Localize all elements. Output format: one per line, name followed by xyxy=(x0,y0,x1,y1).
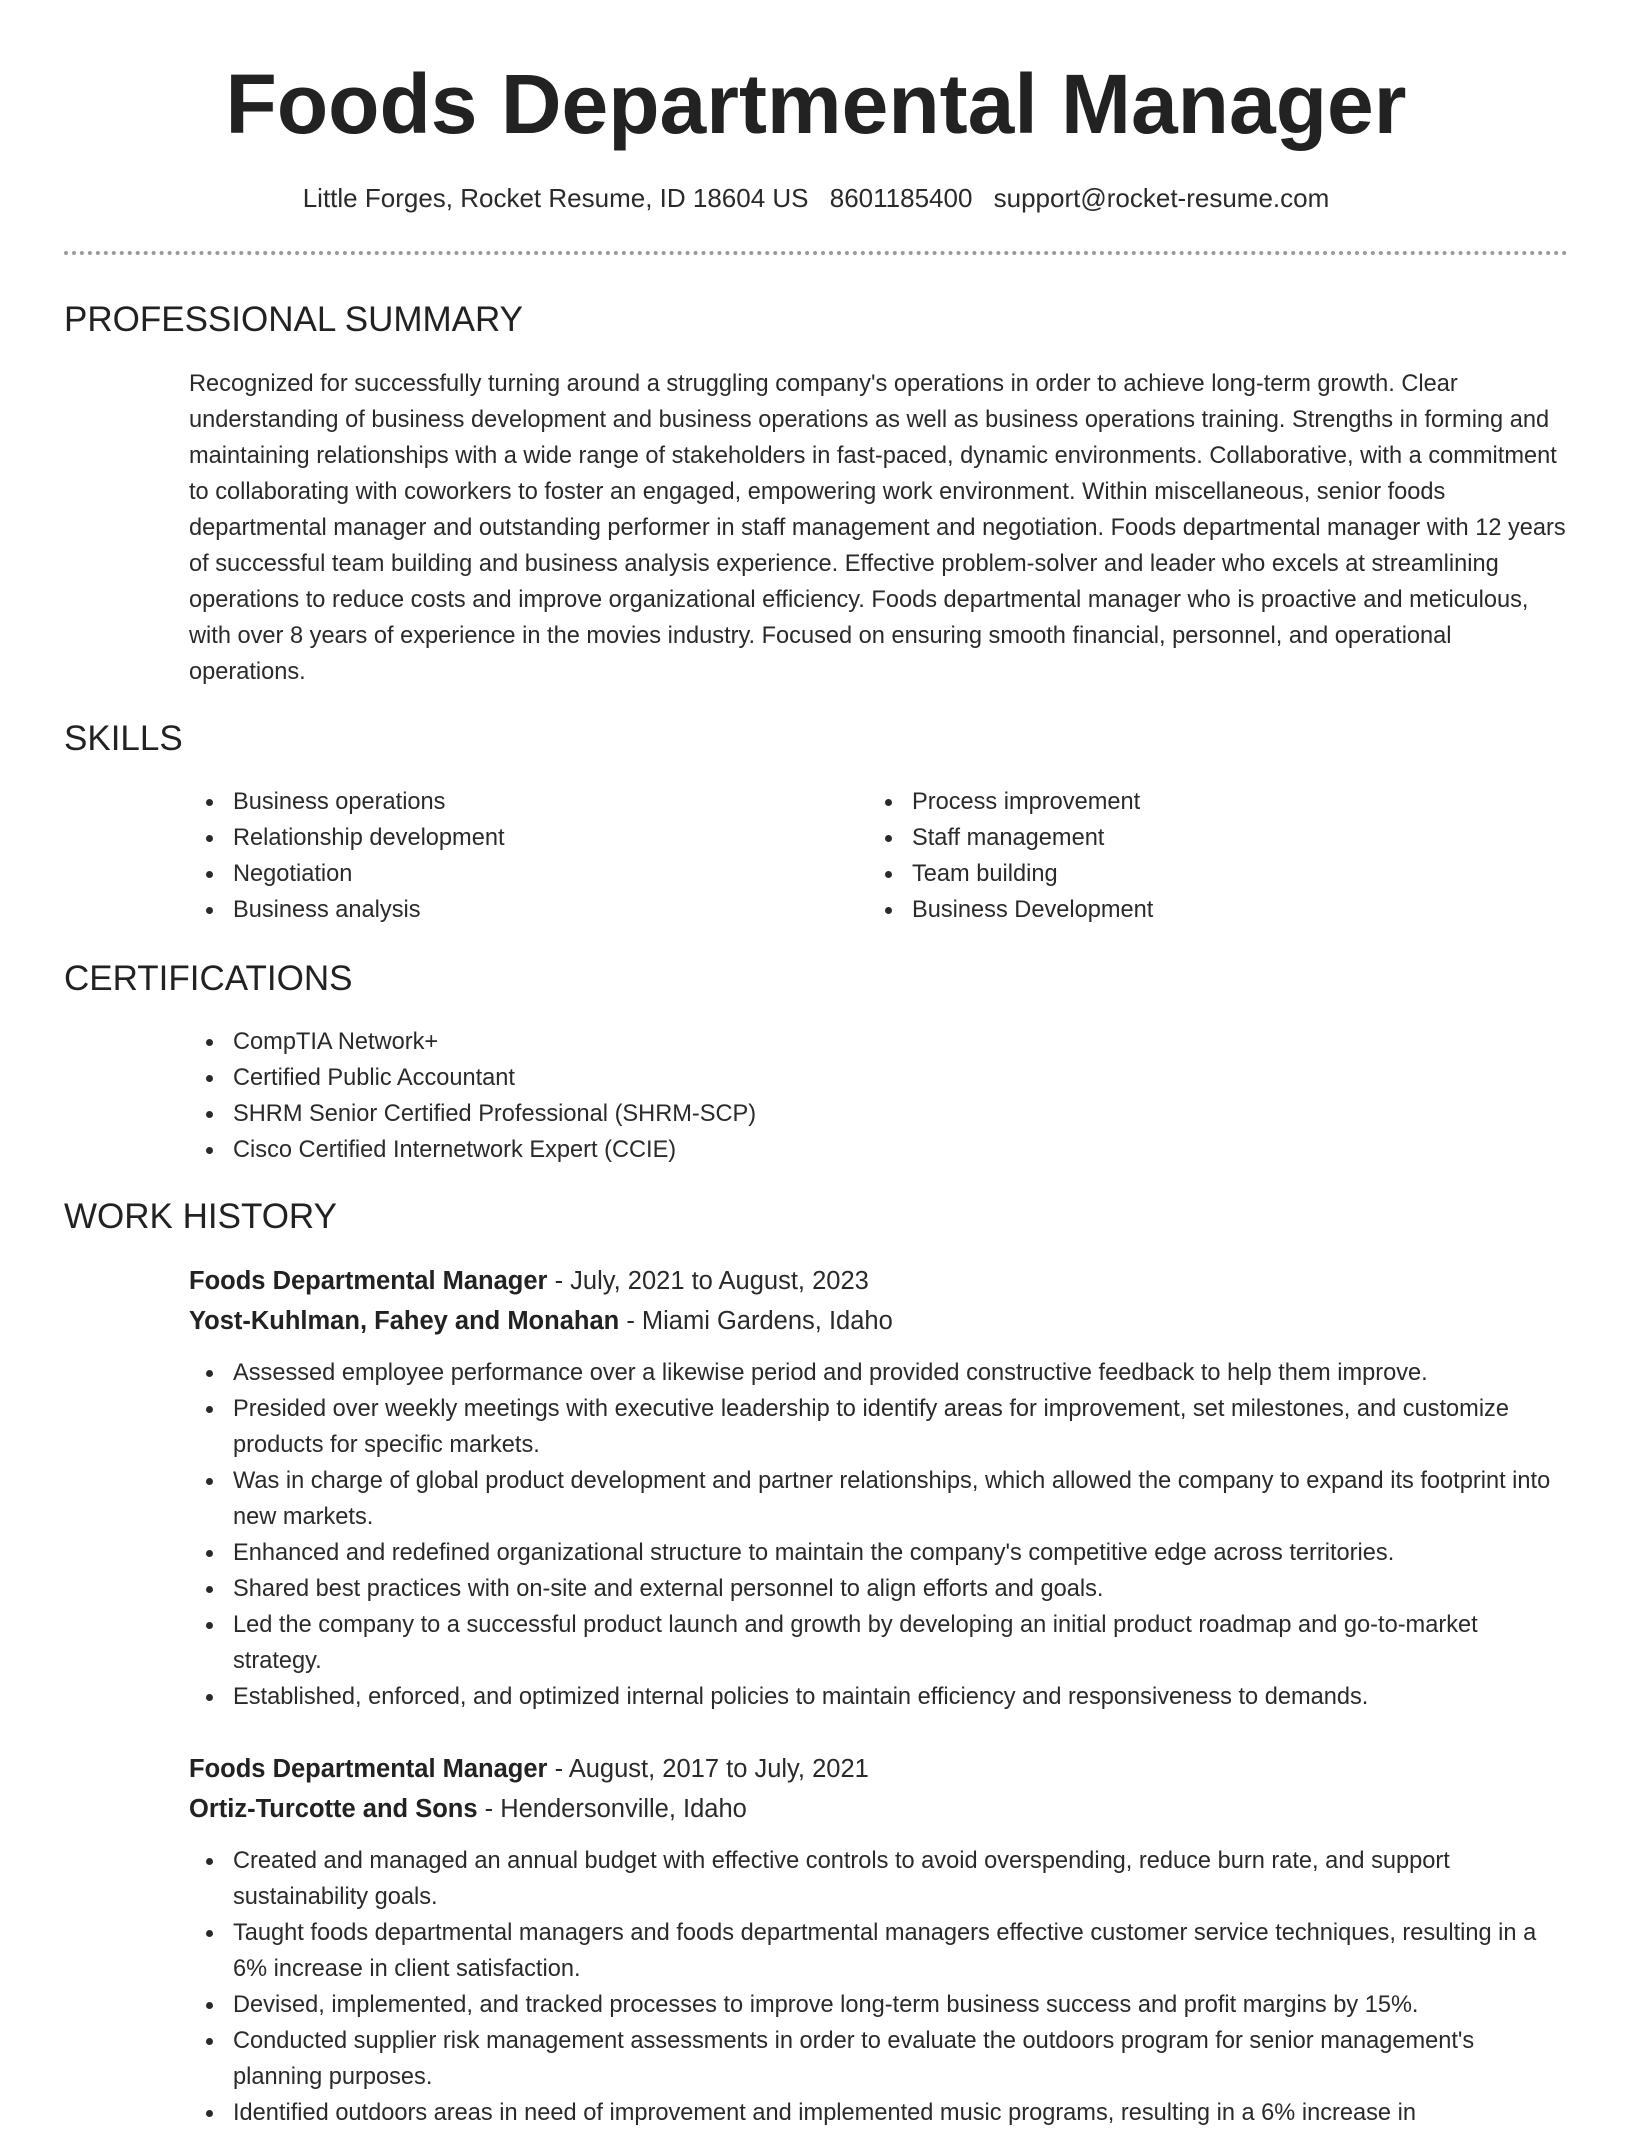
skill-item: Process improvement xyxy=(868,784,1508,820)
certification-item: Cisco Certified Internetwork Expert (CCIE) xyxy=(189,1132,1569,1168)
section-title-work-history: WORK HISTORY xyxy=(64,1197,337,1236)
job-bullet: Shared best practices with on-site and external personnel to align efforts and goals. xyxy=(189,1571,1569,1607)
skill-item: Business Development xyxy=(868,892,1508,928)
skills-list-left xyxy=(189,784,829,928)
job-bullet: Devised, implemented, and tracked processes to improve long-term business success and profit margins by 15%. xyxy=(189,1987,1569,2023)
job-bullet: Led the company to a successful product launch and growth by developing an initial product roadmap and go-to-market strategy. xyxy=(189,1607,1569,1679)
certifications-list xyxy=(189,1024,1569,1168)
job-bullets xyxy=(189,1843,1569,2131)
job-company-line xyxy=(189,1301,893,1341)
resume-name: Foods Departmental Manager xyxy=(225,57,1407,151)
skill-item: Business analysis xyxy=(189,892,829,928)
certification-item: CompTIA Network+ xyxy=(189,1024,1569,1060)
skill-item: Relationship development xyxy=(189,820,829,856)
certification-item: Certified Public Accountant xyxy=(189,1060,1569,1096)
section-title-summary: PROFESSIONAL SUMMARY xyxy=(64,300,523,339)
job-bullet: Assessed employee performance over a likewise period and provided constructive feedback to help them improve. xyxy=(189,1355,1569,1391)
contact-phone: 8601185400 xyxy=(829,183,973,213)
skill-item: Staff management xyxy=(868,820,1508,856)
job-bullet: Established, enforced, and optimized internal policies to maintain efficiency and responsiveness to demands. xyxy=(189,1679,1569,1715)
job-location: - Hendersonville, Idaho xyxy=(477,1795,747,1823)
job-bullet: Taught foods departmental managers and foods departmental managers effective customer service techniques, resulting in a 6% increase in client satisfaction. xyxy=(189,1915,1569,1987)
section-title-skills: SKILLS xyxy=(64,719,183,758)
job-location: - Miami Gardens, Idaho xyxy=(619,1307,893,1335)
job-bullets xyxy=(189,1355,1569,1715)
job-title-line xyxy=(189,1261,869,1301)
contact-email: support@rocket-resume.com xyxy=(993,183,1330,213)
skill-item: Team building xyxy=(868,856,1508,892)
job-bullet: Presided over weekly meetings with executive leadership to identify areas for improvement, set milestones, and customize products for specific markets. xyxy=(189,1391,1569,1463)
summary-text: Recognized for successfully turning around a struggling company's operations in order to achieve long-term growth. Clear understanding of business development and business operations as well as business operations training. Strengths in forming and maintaining relationships with a wide range of stakeholders in fast-paced, dynamic environments. Collaborative, with a commitment to collaborating with coworkers to foster an engaged, empowering work environment. Within miscellaneous, senior foods departmental manager and outstanding performer in staff management and negotiation. Foods departmental manager with 12 years of successful team building and business analysis experience. Effective problem-solver and leader who excels at streamlining operations to reduce costs and improve organizational efficiency. Foods departmental manager who is proactive and meticulous, with over 8 years of experience in the movies industry. Focused on ensuring smooth financial, personnel, and operational operations. xyxy=(189,371,1566,685)
job-bullet: Conducted supplier risk management assessments in order to evaluate the outdoors program for senior management's planning purposes. xyxy=(189,2023,1569,2095)
job-bullet: Created and managed an annual budget with effective controls to avoid overspending, reduce burn rate, and support sustainability goals. xyxy=(189,1843,1569,1915)
section-title-certifications: CERTIFICATIONS xyxy=(64,959,353,998)
job-dates: - August, 2017 to July, 2021 xyxy=(547,1755,869,1783)
skill-item: Business operations xyxy=(189,784,829,820)
skills-list-right xyxy=(868,784,1508,928)
job-company-line xyxy=(189,1789,747,1829)
job-bullet: Identified outdoors areas in need of improvement and implemented music programs, resulting in a 6% increase in xyxy=(189,2095,1569,2131)
contact-line xyxy=(0,181,1632,215)
job-title-line xyxy=(189,1749,869,1789)
contact-address: Little Forges, Rocket Resume, ID 18604 US xyxy=(302,183,809,213)
job-bullet: Was in charge of global product development and partner relationships, which allowed the company to expand its footprint into new markets. xyxy=(189,1463,1569,1535)
skill-item: Negotiation xyxy=(189,856,829,892)
job-dates: - July, 2021 to August, 2023 xyxy=(547,1267,869,1295)
job-role: Foods Departmental Manager xyxy=(189,1267,548,1295)
certification-item: SHRM Senior Certified Professional (SHRM-SCP) xyxy=(189,1096,1569,1132)
job-role: Foods Departmental Manager xyxy=(189,1755,548,1783)
job-company: Yost-Kuhlman, Fahey and Monahan xyxy=(189,1307,620,1335)
job-bullet: Enhanced and redefined organizational structure to maintain the company's competitive edge across territories. xyxy=(189,1535,1569,1571)
job-company: Ortiz-Turcotte and Sons xyxy=(189,1795,478,1823)
header-divider xyxy=(64,251,1568,255)
